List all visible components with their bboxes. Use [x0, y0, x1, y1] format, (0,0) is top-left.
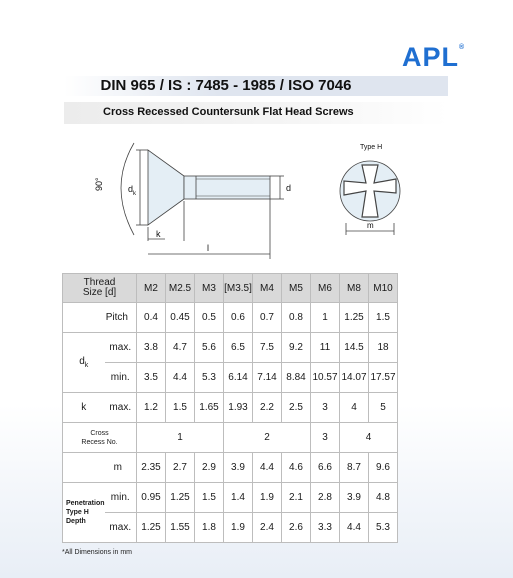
value-cell: 1.5 — [195, 483, 224, 513]
value-cell: 5.3 — [195, 363, 224, 393]
table-row — [63, 423, 398, 453]
table-row — [63, 363, 398, 393]
cross-line-2: Recess No. — [81, 438, 118, 446]
table-row — [63, 333, 398, 363]
header-line-2: Size [d] — [82, 287, 117, 298]
size-cell: M4 — [253, 274, 282, 303]
value-cell: 3.9 — [340, 483, 369, 513]
size-cell: M2.5 — [166, 274, 195, 303]
registered-mark: ® — [459, 44, 466, 51]
value-cell: 5.3 — [369, 513, 398, 543]
value-cell: 1.5 — [166, 393, 195, 423]
page-title: DIN 965 / IS : 7485 - 1985 / ISO 7046 — [100, 77, 352, 94]
size-cell: M8 — [340, 274, 369, 303]
pen-line-3: Depth — [66, 518, 86, 525]
value-cell: 18 — [369, 333, 398, 363]
header-line-1: Thread — [83, 277, 116, 288]
screw-shank — [184, 176, 270, 199]
value-cell: 0.5 — [195, 303, 224, 333]
value-cell: 5 — [369, 393, 398, 423]
value-cell: 1.25 — [340, 303, 369, 333]
value-cell: 4.4 — [340, 513, 369, 543]
value-cell: 7.14 — [253, 363, 282, 393]
value-cell: 3.5 — [137, 363, 166, 393]
value-cell: 2.7 — [166, 453, 195, 483]
size-cell: M2 — [137, 274, 166, 303]
value-cell: 2.5 — [282, 393, 311, 423]
dk-label: d — [128, 184, 134, 194]
value-cell: 1.4 — [224, 483, 253, 513]
value-cell: 1.25 — [166, 483, 195, 513]
value-cell: 0.4 — [137, 303, 166, 333]
brand-name: APL — [402, 42, 459, 72]
value-cell: 4.7 — [166, 333, 195, 363]
value-cell: 8.84 — [282, 363, 311, 393]
max-label: max. — [105, 393, 137, 423]
max-label: max. — [105, 333, 137, 363]
value-cell: 2.2 — [253, 393, 282, 423]
max-label: max. — [105, 513, 137, 543]
value-cell: 6.5 — [224, 333, 253, 363]
value-cell: 1.65 — [195, 393, 224, 423]
value-cell: 1.2 — [137, 393, 166, 423]
value-cell: 7.5 — [253, 333, 282, 363]
value-cell: 0.95 — [137, 483, 166, 513]
dk-row-label — [63, 333, 105, 393]
size-cell: M6 — [311, 274, 340, 303]
dk-text: d — [79, 356, 85, 367]
pitch-label-text: Pitch — [105, 312, 128, 323]
value-cell: 9.2 — [282, 333, 311, 363]
value-cell: 1.55 — [166, 513, 195, 543]
value-cell: 1.93 — [224, 393, 253, 423]
table-row — [63, 303, 398, 333]
value-cell: 4 — [340, 393, 369, 423]
value-cell: 1.8 — [195, 513, 224, 543]
value-cell: 10.57 — [311, 363, 340, 393]
pitch-label — [63, 303, 137, 333]
value-cell: 11 — [311, 333, 340, 363]
recess-cell: 4 — [340, 423, 398, 453]
value-cell: 14.5 — [340, 333, 369, 363]
value-cell: 0.7 — [253, 303, 282, 333]
cross-line-1: Cross — [90, 429, 109, 437]
value-cell: 2.4 — [253, 513, 282, 543]
size-cell: M5 — [282, 274, 311, 303]
pen-line-1: Penetration — [66, 500, 105, 507]
dk-sub-text: k — [84, 362, 89, 369]
footnote: *All Dimensions in mm — [62, 549, 133, 556]
penetration-label — [63, 483, 105, 543]
value-cell: 2.35 — [137, 453, 166, 483]
dk-subscript: k — [133, 191, 136, 197]
value-cell: 4.8 — [369, 483, 398, 513]
recess-cell: 2 — [224, 423, 311, 453]
table-row — [63, 393, 398, 423]
value-cell: 17.57 — [369, 363, 398, 393]
value-cell: 8.7 — [340, 453, 369, 483]
size-cell: [M3.5] — [224, 274, 253, 303]
recess-cell: 3 — [311, 423, 340, 453]
k-row-label: k — [63, 393, 105, 423]
value-cell: 5.6 — [195, 333, 224, 363]
min-label: min. — [105, 483, 137, 513]
m-label-text: m — [113, 462, 122, 473]
value-cell: 1.9 — [224, 513, 253, 543]
value-cell: 3.8 — [137, 333, 166, 363]
size-cell: M10 — [369, 274, 398, 303]
value-cell: 4.6 — [282, 453, 311, 483]
screw-diagram — [90, 135, 420, 265]
page-subtitle: Cross Recessed Countersunk Flat Head Screws — [103, 106, 354, 118]
value-cell: 1.25 — [137, 513, 166, 543]
value-cell: 2.9 — [195, 453, 224, 483]
value-cell: 0.6 — [224, 303, 253, 333]
table-header-row — [63, 274, 398, 303]
angle-label: 90° — [94, 177, 104, 191]
table-row — [63, 483, 398, 513]
d-label: d — [286, 183, 292, 193]
value-cell: 0.45 — [166, 303, 195, 333]
value-cell: 4.4 — [253, 453, 282, 483]
m-row-label — [63, 453, 137, 483]
table-row — [63, 513, 398, 543]
value-cell: 3 — [311, 393, 340, 423]
size-cell: M3 — [195, 274, 224, 303]
value-cell: 6.6 — [311, 453, 340, 483]
brand-logo — [402, 42, 465, 73]
value-cell: 1.9 — [253, 483, 282, 513]
recess-cell: 1 — [137, 423, 224, 453]
value-cell: 1.5 — [369, 303, 398, 333]
value-cell: 14.07 — [340, 363, 369, 393]
value-cell: 6.14 — [224, 363, 253, 393]
l-label: l — [207, 243, 209, 253]
screw-head — [148, 150, 184, 225]
value-cell: 4.4 — [166, 363, 195, 393]
cross-recess-label — [63, 423, 137, 453]
value-cell: 2.8 — [311, 483, 340, 513]
value-cell: 9.6 — [369, 453, 398, 483]
pen-line-2: Type H — [66, 509, 89, 516]
value-cell: 2.1 — [282, 483, 311, 513]
k-label: k — [156, 229, 161, 239]
m-label: m — [367, 221, 374, 230]
table-row — [63, 453, 398, 483]
value-cell: 0.8 — [282, 303, 311, 333]
value-cell: 2.6 — [282, 513, 311, 543]
type-label: Type H — [360, 144, 383, 151]
min-label: min. — [105, 363, 137, 393]
dimension-table — [62, 273, 398, 543]
thread-size-header — [63, 274, 137, 303]
value-cell: 1 — [311, 303, 340, 333]
value-cell: 3.9 — [224, 453, 253, 483]
value-cell: 3.3 — [311, 513, 340, 543]
